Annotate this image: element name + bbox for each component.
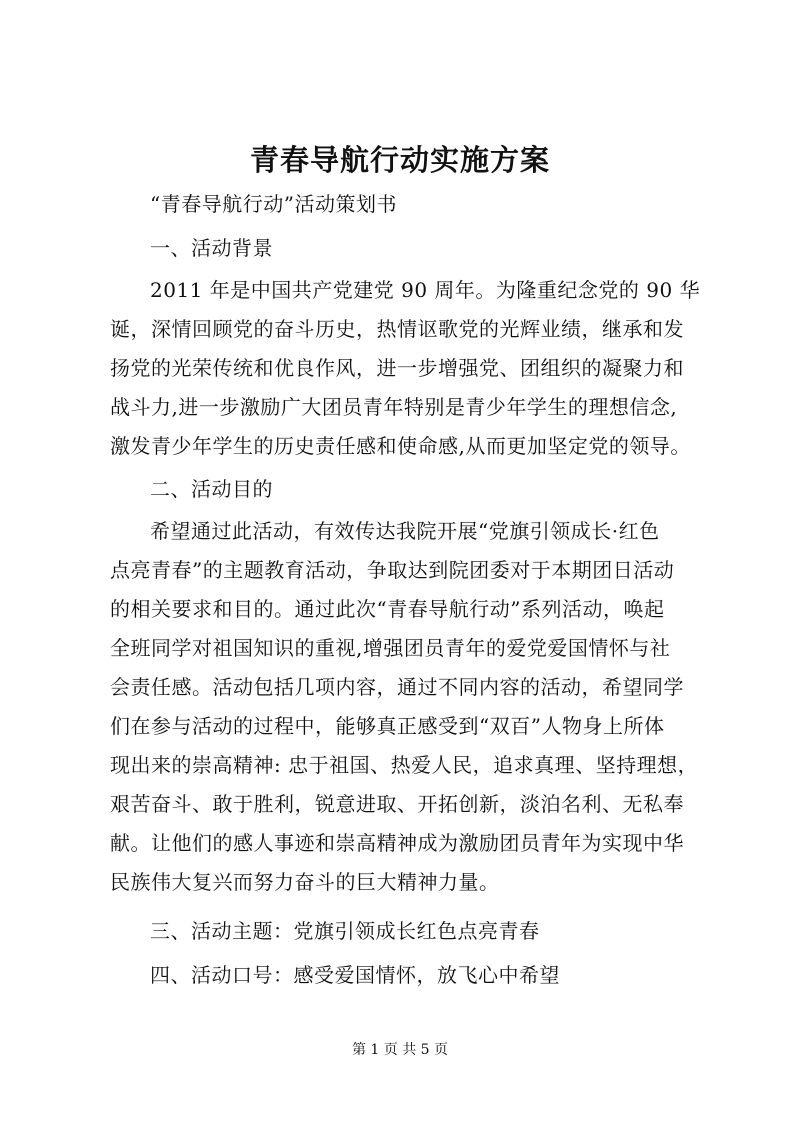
paragraph-line: 激发青少年学生的历史责任感和使命感,从而更加坚定党的领导。 [110, 434, 691, 458]
paragraph-line: 点亮青春”的主题教育活动，争取达到院团委对于本期团日活动 [110, 558, 675, 582]
paragraph-line: 2011 年是中国共产党建党 90 周年。为隆重纪念党的 90 华 [150, 278, 701, 302]
paragraph-line: 战斗力,进一步激励广大团员青年特别是青少年学生的理想信念, [110, 395, 678, 419]
section1-heading: 一、活动背景 [150, 236, 273, 260]
paragraph-line: 会责任感。活动包括几项内容，通过不同内容的活动，希望同学 [110, 675, 684, 699]
section3-line: 三、活动主题：党旗引领成长红色点亮青春 [150, 919, 540, 943]
paragraph-line: 民族伟大复兴而努力奋斗的巨大精神力量。 [110, 870, 500, 894]
section2-heading: 二、活动目的 [150, 477, 273, 501]
paragraph-line: 希望通过此活动，有效传达我院开展“党旗引领成长·红色 [150, 519, 660, 543]
paragraph-line: 们在参与活动的过程中，能够真正感受到“双百”人物身上所体 [110, 714, 665, 738]
paragraph-line: 的相关要求和目的。通过此次“青春导航行动”系列活动，唤起 [110, 597, 665, 621]
paragraph-line: 艰苦奋斗、敢于胜利，锐意进取、开拓创新，淡泊名利、无私奉 [110, 792, 684, 816]
subtitle: “青春导航行动”活动策划书 [150, 192, 397, 216]
paragraph-line: 现出来的崇高精神: 忠于祖国、热爱人民，追求真理、坚持理想， [110, 753, 699, 777]
document-title: 青春导航行动实施方案 [249, 143, 550, 177]
paragraph-line: 全班同学对祖国知识的重视,增强团员青年的爱党爱国情怀与社 [110, 636, 671, 660]
page-number: 第 1 页 共 5 页 [351, 1042, 449, 1058]
section4-line: 四、活动口号：感受爱国情怀，放飞心中希望 [150, 963, 560, 987]
paragraph-line: 诞，深情回顾党的奋斗历史，热情讴歌党的光辉业绩，继承和发 [110, 317, 684, 341]
paragraph-line: 献。让他们的感人事迹和崇高精神成为激励团员青年为实现中华 [110, 831, 684, 855]
paragraph-line: 扬党的光荣传统和优良作风，进一步增强党、团组织的凝聚力和 [110, 356, 684, 380]
